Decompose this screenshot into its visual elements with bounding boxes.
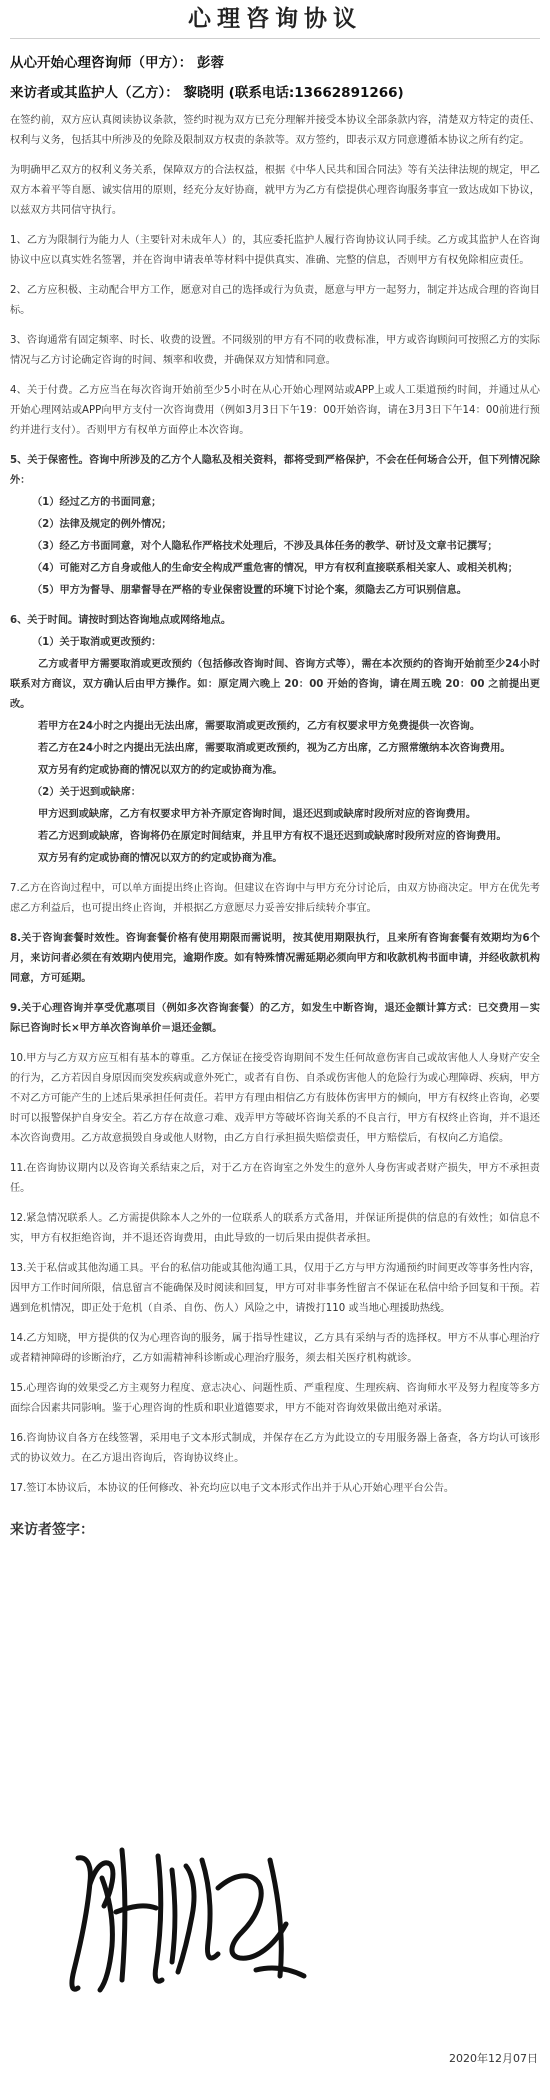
clause-6-1-title: （1）关于取消或更改预约： — [32, 637, 162, 648]
signing-date: 2020年12月07日 — [449, 2052, 538, 2065]
clause-7: 7.乙方在咨询过程中，可以单方面提出终止咨询。但建议在咨询中与甲方充分讨论后，由双方协商决定。甲方在优先考虑乙方利益后，也可提出终止咨询，并根据乙方意愿尽力妥善安排后续转介事宜。 — [10, 883, 540, 914]
clause-5-item-1: （1）经过乙方的书面同意； — [32, 497, 162, 508]
clause-14: 14.乙方知晓，甲方提供的仅为心理咨询的服务，属于指导性建议，乙方具有采纳与否的选择权。甲方不从事心理治疗或者精神障碍的诊断治疗，乙方如需精神科诊断或心理治疗服务，须去相关医疗机构就诊。 — [10, 1333, 540, 1364]
clause-1: 1、乙方为限制行为能力人（主要针对未成年人）的，其应委托监护人履行咨询协议认同手续。乙方或其监护人在咨询协议中应以真实姓名签署，并在咨询申请表单等材料中提供真实、准确、完整的信息，否则甲方有权免除相应责任。 — [10, 235, 540, 266]
party-b-line: 来访者或其监护人（乙方）： 黎晓明 (联系电话:13662891266) — [10, 85, 404, 101]
clause-11: 11.在咨询协议期内以及咨询关系结束之后，对于乙方在咨询室之外发生的意外人身伤害或者财产损失，甲方不承担责任。 — [10, 1163, 540, 1194]
clause-5-item-5: （5）甲方为督导、朋辈督导在严格的专业保密设置的环境下讨论个案，须隐去乙方可识别信息。 — [32, 585, 467, 596]
clause-9: 9.关于心理咨询并享受优惠项目（例如多次咨询套餐）的乙方，如发生中断咨询，退还金额计算方式：已交费用－实际已咨询时长×甲方单次咨询单价＝退还金额。 — [10, 1003, 540, 1034]
clause-6-2-paragraph-c: 双方另有约定或协商的情况以双方的约定或协商为准。 — [38, 853, 283, 864]
visitor-signature-label: 来访者签字： — [10, 1522, 94, 1538]
clause-10: 10.甲方与乙方双方应互相有基本的尊重。乙方保证在接受咨询期间不发生任何故意伤害自己或故害他人人身财产安全的行为，乙方若因自身原因而突发疾病或意外死亡，或者有自伤、自杀或伤害他人的危险行为或心理障碍、疾病，甲方不对乙方可能产生的上述后果承担任何责任。若甲方有理由相信乙方有肢体伤害甲方的倾向，甲方有权终止咨询，必要时可以报警保护自身安全。若乙方存在故意刁难、戏弄甲方等破坏咨询关系的不良言行，甲方有权终止咨询，并不退还本次咨询费用。乙方故意损毁自身或他人财物，由乙方自行承担损失赔偿责任，甲方赔偿后，有权向乙方追偿。 — [10, 1053, 540, 1144]
clause-6-1-paragraph-d: 双方另有约定或协商的情况以双方的约定或协商为准。 — [38, 765, 283, 776]
clause-5-item-3: （3）经乙方书面同意，对个人隐私作严格技术处理后，不涉及具体任务的教学、研讨及文章书记撰写； — [32, 541, 498, 552]
clause-12: 12.紧急情况联系人。乙方需提供除本人之外的一位联系人的联系方式备用，并保证所提供的信息的有效性；如信息不实，甲方有权拒绝咨询，并不退还咨询费用，由此导致的一切后果由提供者承担。 — [10, 1213, 540, 1244]
clause-17: 17.签订本协议后，本协议的任何修改、补充均应以电子文本形式作出并于从心开始心理平台公告。 — [10, 1483, 455, 1494]
clause-6-2-paragraph-b: 若乙方迟到或缺席，咨询将仍在原定时间结束，并且甲方有权不退还迟到或缺席时段所对应的咨询费用。 — [38, 831, 507, 842]
clause-3: 3、咨询通常有固定频率、时长、收费的设置。不同级别的甲方有不同的收费标准，甲方或咨询顾问可按照乙方的实际情况与乙方讨论确定咨询的时间、频率和收费，并确保双方知情和同意。 — [10, 335, 540, 366]
clause-6-1-paragraph-c: 若乙方在24小时之内提出无法出席，需要取消或更改预约，视为乙方出席，乙方照常缴纳本次咨询费用。 — [38, 743, 511, 754]
clause-6-1-paragraph-a: 乙方或者甲方需要取消或更改预约（包括修改咨询时间、咨询方式等），需在本次预约的咨询开始前至少24小时联系对方商议，双方确认后由甲方操作。如：原定周六晚上 20：00 开始的咨询，请在周五晚 20：00 之前提出更改。 — [10, 659, 540, 710]
intro-paragraph-2: 为明确甲乙双方的权利义务关系，保障双方的合法权益，根据《中华人民共和国合同法》等有关法律法规的规定，甲乙双方本着平等自愿、诚实信用的原则，经充分友好协商，就甲方为乙方有偿提供心理咨询服务事宜一致达成如下协议，以兹双方共同信守执行。 — [10, 165, 540, 216]
clause-5-item-4: （4）可能对乙方自身或他人的生命安全构成严重危害的情况，甲方有权利直接联系相关家人、或相关机构； — [32, 563, 518, 574]
handwritten-signature — [60, 1820, 320, 2000]
intro-paragraph-1: 在签约前，双方应认真阅读协议条款，签约时视为双方已充分理解并接受本协议全部条款内容，清楚双方特定的责任、权利与义务，包括其中所涉及的免除及限制双方权责的条款等。双方签约，即表示双方同意遵循本协议之所有约定。 — [10, 115, 540, 146]
clause-16: 16.咨询协议自各方在线签署，采用电子文本形式制成，并保存在乙方为此设立的专用服务器上备查，各方均认可该形式的协议效力。在乙方退出咨询后，咨询协议终止。 — [10, 1433, 540, 1464]
clause-2: 2、乙方应积极、主动配合甲方工作，愿意对自己的选择或行为负责，愿意与甲方一起努力，制定并达成合理的咨询目标。 — [10, 285, 540, 316]
clause-5-item-2: （2）法律及规定的例外情况； — [32, 519, 172, 530]
party-a-line: 从心开始心理咨询师（甲方）： 彭蓉 — [10, 55, 224, 71]
clause-8: 8.关于咨询套餐时效性。咨询套餐价格有使用期限而需说明，按其使用期限执行，且来所有咨询套餐有效期均为6个月，来访问者必须在有效期内使用完，逾期作废。如有特殊情况需延期必须向甲方和收款机构书面申请，并经收款机构同意，方可延期。 — [10, 933, 540, 984]
clause-4: 4、关于付费。乙方应当在每次咨询开始前至少5小时在从心开始心理网站或APP上或人工渠道预约时间，并通过从心开始心理网站或APP向甲方支付一次咨询费用（例如3月3日下午19：00开始咨询，请在3月3日下午14：00前进行预约并进行支付）。否则甲方有权单方面停止本次咨询。 — [10, 385, 540, 436]
document-title: 心理咨询协议 — [10, 0, 540, 39]
clause-6-1-paragraph-b: 若甲方在24小时之内提出无法出席，需要取消或更改预约，乙方有权要求甲方免费提供一次咨询。 — [38, 721, 481, 732]
clause-6-2-title: （2）关于迟到或缺席： — [32, 787, 141, 798]
clause-13: 13.关于私信或其他沟通工具。平台的私信功能或其他沟通工具，仅用于乙方与甲方沟通预约时间更改等事务性内容，因甲方工作时间所限，信息留言不能确保及时阅读和回复，甲方可对非事务性留言不保证在私信中给予回复和干预。若遇到危机情况，即正处于危机（自杀、自伤、伤人）风险之中，请拨打110 或当地心理援助热线。 — [10, 1263, 540, 1314]
clause-15: 15.心理咨询的效果受乙方主观努力程度、意志决心、问题性质、严重程度、生理疾病、咨询师水平及努力程度等多方面综合因素共同影响。鉴于心理咨询的性质和职业道德要求，甲方不能对咨询效果做出绝对承诺。 — [10, 1383, 540, 1414]
clause-6-2-paragraph-a: 甲方迟到或缺席，乙方有权要求甲方补齐原定咨询时间，退还迟到或缺席时段所对应的咨询费用。 — [38, 809, 477, 820]
clause-6: 6、关于时间。请按时到达咨询地点或网络地点。 — [10, 615, 232, 626]
clause-5: 5、关于保密性。咨询中所涉及的乙方个人隐私及相关资料，都将受到严格保护，不会在任何场合公开，但下列情况除外： — [10, 455, 540, 486]
